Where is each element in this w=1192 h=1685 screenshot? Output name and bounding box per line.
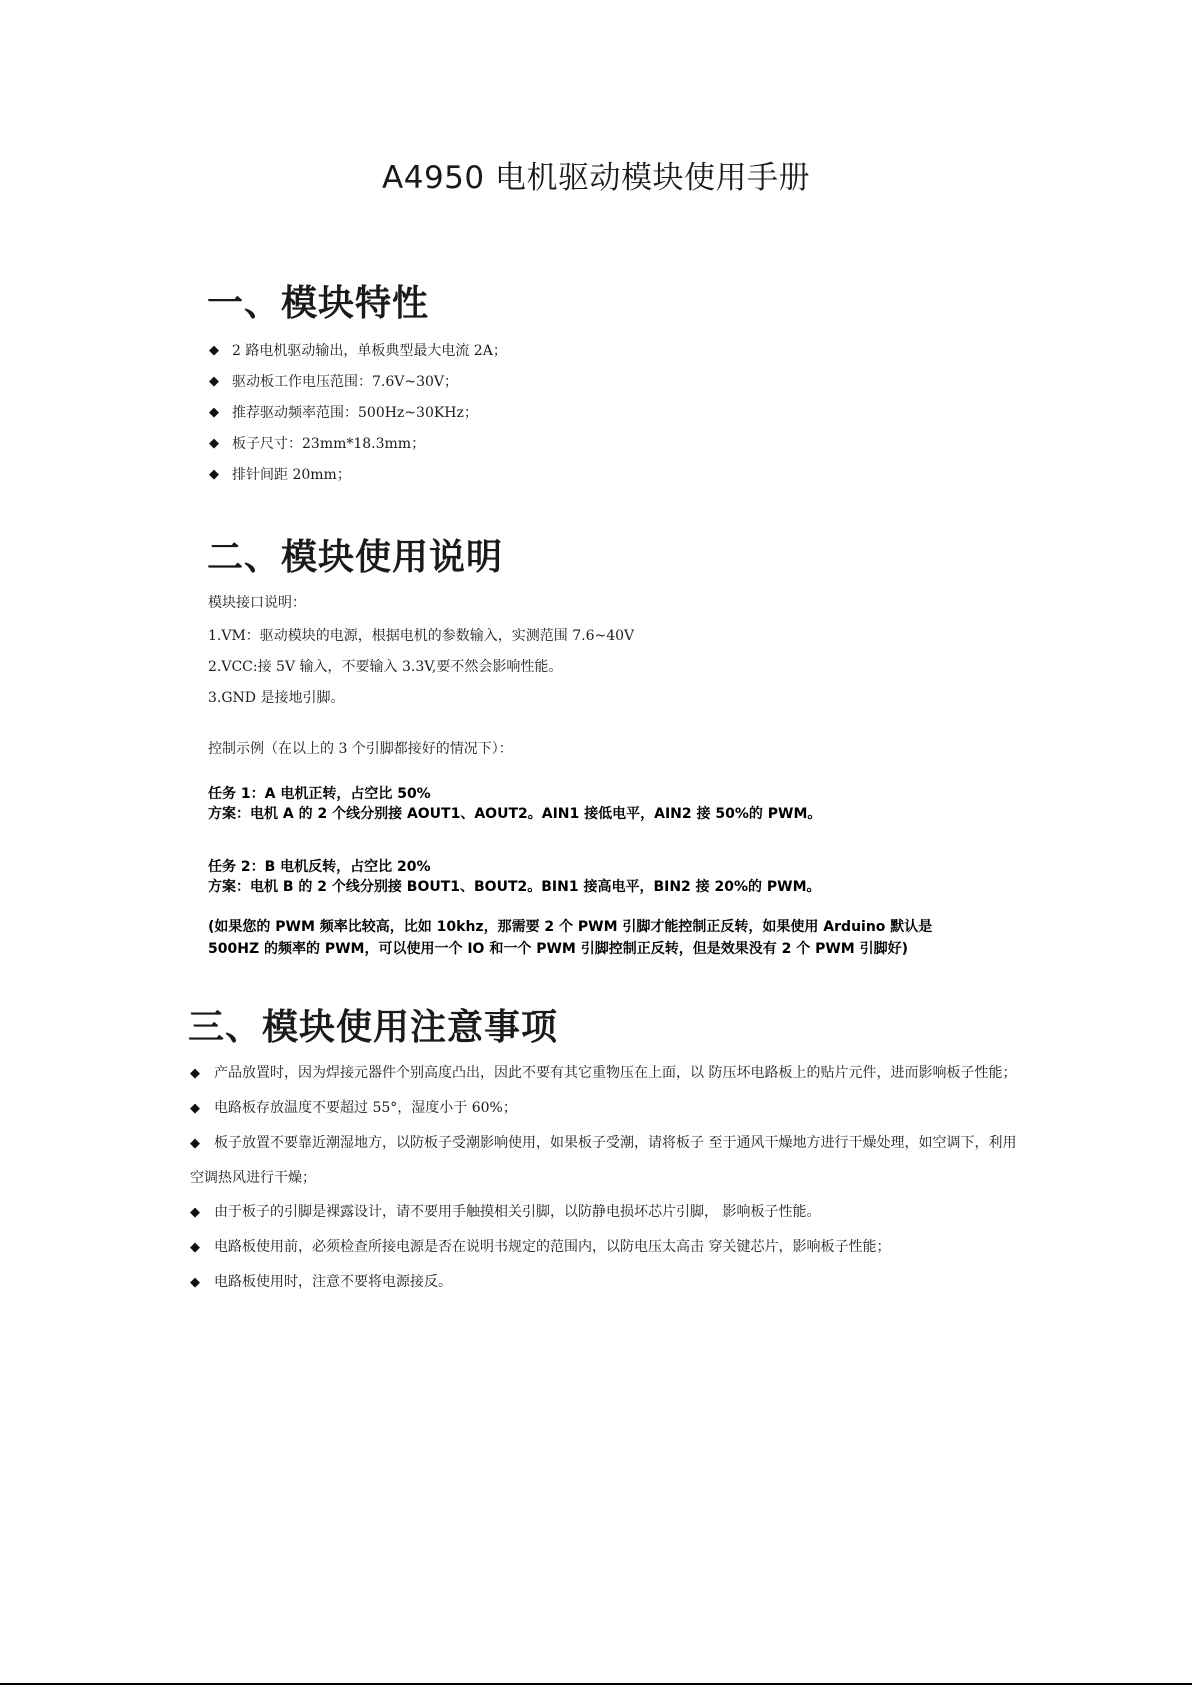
note-text: 产品放置时，因为焊接元器件个别高度凸出，因此不要有其它重物压在上面，以 防压坏电路板上的贴片元件，进而影响板子性能； (214, 1065, 1017, 1081)
diamond-bullet-icon: ◆ (209, 436, 219, 451)
note-item (190, 1265, 1020, 1300)
task2-text: 任务 2：B 电机反转，占空比 20% (208, 859, 431, 875)
feature-text: 板子尺寸：23mm*18.3mm； (232, 436, 426, 452)
feature-item (209, 371, 507, 402)
document-title: A4950 电机驱动模块使用手册 (382, 160, 810, 196)
feature-text: 驱动板工作电压范围：7.6V~30V； (232, 374, 459, 390)
plan2-text: 方案：电机 B 的 2 个线分别接 BOUT1、BOUT2。BIN1 接高电平，BIN2 接 20%的 PWM。 (208, 879, 821, 895)
control-intro: 控制示例（在以上的 3 个引脚都接好的情况下）： (208, 741, 513, 757)
interface-item-gnd: 3.GND 是接地引脚。 (208, 690, 345, 706)
note-item (190, 1195, 1020, 1230)
section1-heading: 一、模块特性 (207, 283, 430, 324)
interface-item-vcc: 2.VCC:接 5V 输入，不要输入 3.3V,要不然会影响性能。 (208, 659, 563, 675)
note-item (190, 1230, 1020, 1265)
note-text: 电路板使用前，必须检查所接电源是否在说明书规定的范围内，以防电压太高击 穿关键芯片，影响板子性能； (214, 1239, 891, 1255)
diamond-bullet-icon: ◆ (209, 374, 219, 389)
note-text: 由于板子的引脚是裸露设计，请不要用手触摸相关引脚，以防静电损坏芯片引脚， 影响板子性能。 (214, 1204, 821, 1220)
pwm-note-line2: 500HZ 的频率的 PWM，可以使用一个 IO 和一个 PWM 引脚控制正反转，但是效果没有 2 个 PWM 引脚好) (208, 941, 908, 957)
task1-text: 任务 1：A 电机正转，占空比 50% (208, 786, 431, 802)
section3-heading: 三、模块使用注意事项 (188, 1007, 559, 1048)
feature-text: 2 路电机驱动输出，单板典型最大电流 2A； (232, 343, 507, 359)
feature-item (209, 464, 507, 495)
feature-item (209, 340, 507, 371)
feature-item (209, 402, 507, 433)
note-item (190, 1091, 1020, 1126)
diamond-bullet-icon: ◆ (190, 1066, 200, 1081)
plan1-text: 方案：电机 A 的 2 个线分别接 AOUT1、AOUT2。AIN1 接低电平，AIN2 接 50%的 PWM。 (208, 806, 822, 822)
section1-feature-list (209, 340, 507, 495)
interface-item-vm: 1.VM：驱动模块的电源，根据电机的参数输入，实测范围 7.6~40V (208, 628, 635, 644)
section2-heading: 二、模块使用说明 (207, 537, 504, 578)
diamond-bullet-icon: ◆ (190, 1275, 200, 1290)
note-item (190, 1126, 1020, 1195)
feature-text: 排针间距 20mm； (232, 467, 351, 483)
note-item (190, 1056, 1020, 1091)
interface-intro: 模块接口说明： (208, 595, 306, 611)
note-text: 电路板使用时，注意不要将电源接反。 (214, 1274, 452, 1290)
pwm-note-line1: (如果您的 PWM 频率比较高，比如 10khz，那需要 2 个 PWM 引脚才能控制正反转，如果使用 Arduino 默认是 (208, 919, 933, 935)
diamond-bullet-icon: ◆ (190, 1136, 200, 1151)
feature-text: 推荐驱动频率范围：500Hz~30KHz； (232, 405, 478, 421)
diamond-bullet-icon: ◆ (209, 343, 219, 358)
section3-notes-list (190, 1056, 1020, 1300)
diamond-bullet-icon: ◆ (190, 1205, 200, 1220)
note-text: 板子放置不要靠近潮湿地方，以防板子受潮影响使用，如果板子受潮，请将板子 至于通风干燥地方进行干燥处理，如空调下，利用空调热风进行干燥； (190, 1135, 1017, 1186)
diamond-bullet-icon: ◆ (209, 405, 219, 420)
diamond-bullet-icon: ◆ (190, 1101, 200, 1116)
note-text: 电路板存放温度不要超过 55°，湿度小于 60%； (214, 1100, 517, 1116)
feature-item (209, 433, 507, 464)
diamond-bullet-icon: ◆ (209, 467, 219, 482)
diamond-bullet-icon: ◆ (190, 1240, 200, 1255)
